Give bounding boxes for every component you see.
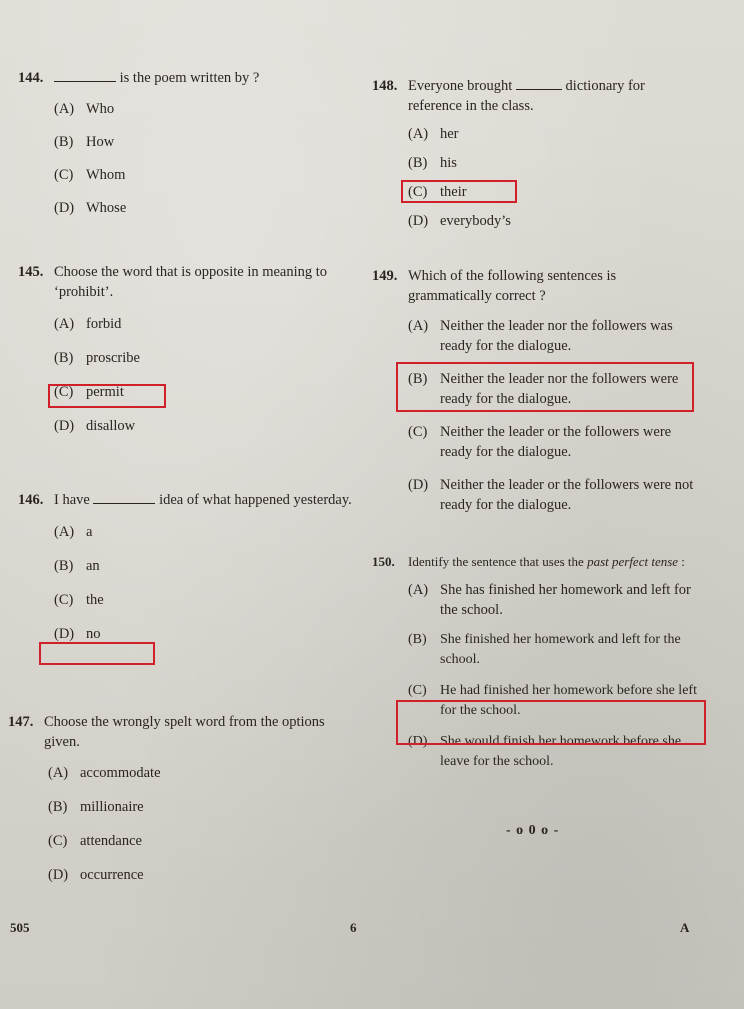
option-b: (B) proscribe	[54, 350, 140, 366]
option-d: (D) disallow	[54, 418, 136, 434]
option-b: (B) millionaire	[48, 799, 144, 815]
answer-blank	[54, 69, 116, 82]
question-text: Identify the sentence that uses the past perfect tense :	[408, 554, 685, 569]
question-number: 144.	[18, 70, 44, 86]
option-d: (D) occurrence	[48, 867, 144, 883]
answer-highlight-148	[401, 180, 517, 203]
option-a: (A) a	[54, 524, 93, 540]
question-number: 146.	[18, 492, 44, 508]
option-c: (C) Whom	[54, 167, 126, 183]
option-d: (D) Whose	[54, 200, 127, 216]
option-a: (A) Who	[54, 101, 115, 117]
option-b: (B) an	[54, 558, 100, 574]
option-b: (B) Neither the leader nor the followers were ready for the dialogue.	[408, 371, 679, 407]
question-148	[372, 76, 702, 231]
footer-code: 505	[10, 920, 30, 935]
question-146	[18, 490, 358, 644]
option-a: (A) accommodate	[48, 765, 161, 781]
question-145	[18, 262, 358, 436]
answer-highlight-145	[48, 384, 166, 408]
question-number: 148.	[372, 78, 398, 94]
option-b: (B) his	[408, 155, 457, 171]
option-d: (D) She would finish her homework before she leave for the school.	[408, 734, 682, 769]
question-text: Choose the word that is opposite in meaning to ‘prohibit’.	[54, 264, 328, 300]
answer-highlight-146	[39, 642, 155, 665]
question-number: 147.	[8, 714, 34, 730]
question-text: Choose the wrongly spelt word from the options given.	[44, 714, 325, 750]
question-144	[18, 68, 338, 218]
option-a: (A) her	[408, 126, 459, 142]
question-number: 150.	[372, 554, 395, 569]
footer-series: A	[680, 920, 690, 935]
question-text: Which of the following sentences is grammatically correct ?	[408, 268, 617, 304]
option-c: (C) their	[408, 184, 467, 200]
option-a: (A) She has finished her homework and left for the school.	[408, 582, 691, 618]
question-number: 149.	[372, 268, 398, 284]
answer-highlight-149	[396, 362, 694, 412]
option-c: (C) Neither the leader or the followers were ready for the dialogue.	[408, 424, 672, 460]
option-d: (D) Neither the leader or the followers were not ready for the dialogue.	[408, 477, 694, 513]
end-mark: - o 0 o -	[506, 823, 560, 838]
answer-blank	[93, 491, 155, 504]
option-c: (C) the	[54, 592, 104, 608]
option-a: (A) forbid	[54, 316, 122, 332]
question-number: 145.	[18, 264, 44, 280]
option-b: (B) How	[54, 134, 115, 150]
question-text: is the poem written by ?	[54, 68, 338, 88]
question-147	[8, 712, 358, 885]
answer-blank	[516, 77, 562, 90]
option-b: (B) She finished her homework and left for the school.	[408, 632, 681, 667]
question-text: I have idea of what happened yesterday.	[54, 492, 352, 508]
option-d: (D) no	[54, 626, 101, 642]
option-c: (C) permit	[54, 384, 124, 400]
footer-page-number: 6	[350, 920, 357, 935]
question-text: Everyone brought dictionary for reference in the class.	[408, 78, 645, 114]
option-c: (C) He had finished her homework before she left for the school.	[408, 683, 697, 718]
option-d: (D) everybody’s	[408, 213, 511, 229]
option-a: (A) Neither the leader nor the followers was ready for the dialogue.	[408, 318, 673, 354]
emphasized-term: past perfect tense	[587, 554, 679, 569]
answer-highlight-150	[396, 700, 706, 745]
option-c: (C) attendance	[48, 833, 142, 849]
